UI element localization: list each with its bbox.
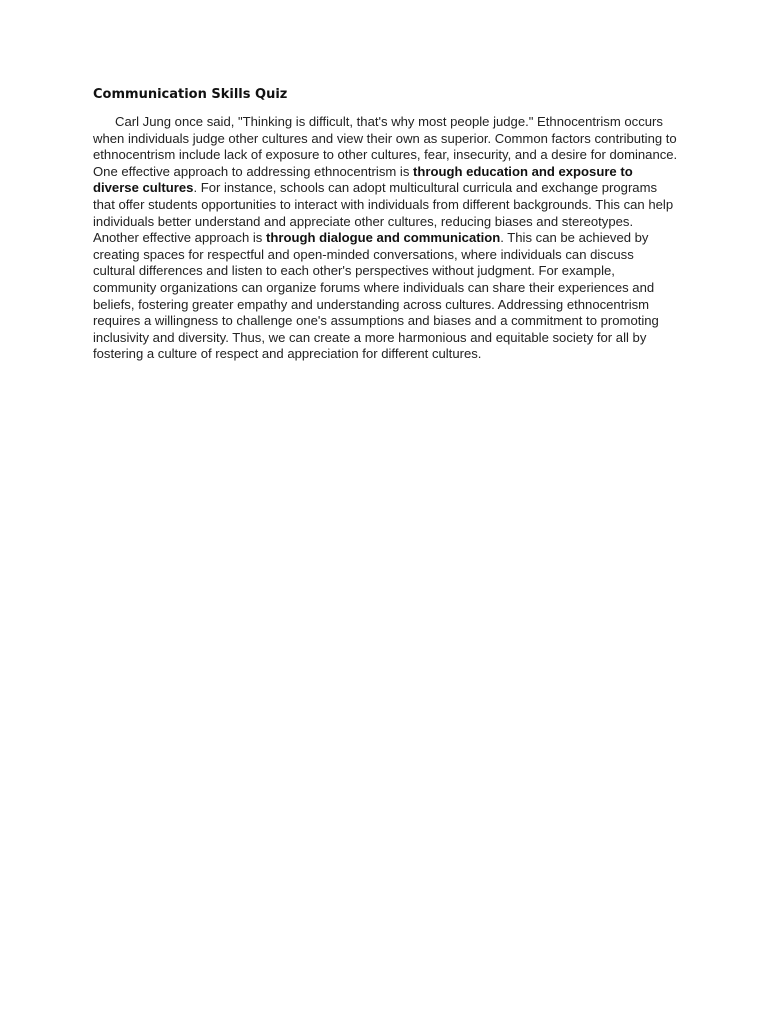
emphasis-dialogue-communication: through dialogue and communication — [266, 230, 501, 246]
paragraph-text-part-2: . For instance, schools can adopt multicultural curricula and exchange programs that offer students opportunities to interact with individuals from different backgrounds. This can help individuals better understand and appreciate other cultures, reducing biases and stereotypes. Another effective approach is — [93, 180, 674, 246]
body-paragraph — [93, 114, 678, 363]
paragraph-text-part-3: . This can be achieved by creating spaces for respectful and open-minded conversations, where individuals can discuss cultural differences and listen to each other's perspectives without judgment. For example, community organizations can organize forums where individuals can share their experiences and beliefs, fostering greater empathy and understanding across cultures. Addressing ethnocentrism requires a willingness to challenge one's assumptions and biases and a commitment to promoting inclusivity and diversity. Thus, we can create a more harmonious and equitable society for all by fostering a culture of respect and appreciation for different cultures. — [93, 230, 659, 362]
emphasis-education-exposure: through education and exposure to diverse cultures — [93, 163, 633, 196]
document-title: Communication Skills Quiz — [93, 87, 288, 102]
paragraph-text-part-1: Carl Jung once said, "Thinking is difficult, that's why most people judge." Ethnocentrism occurs when individuals judge other cultures and view their own as superior. Common factors contributing to ethnocentrism include lack of exposure to other cultures, fear, insecurity, and a desire for dominance. One effective approach to addressing ethnocentrism is — [93, 114, 678, 179]
document-content — [93, 86, 678, 363]
